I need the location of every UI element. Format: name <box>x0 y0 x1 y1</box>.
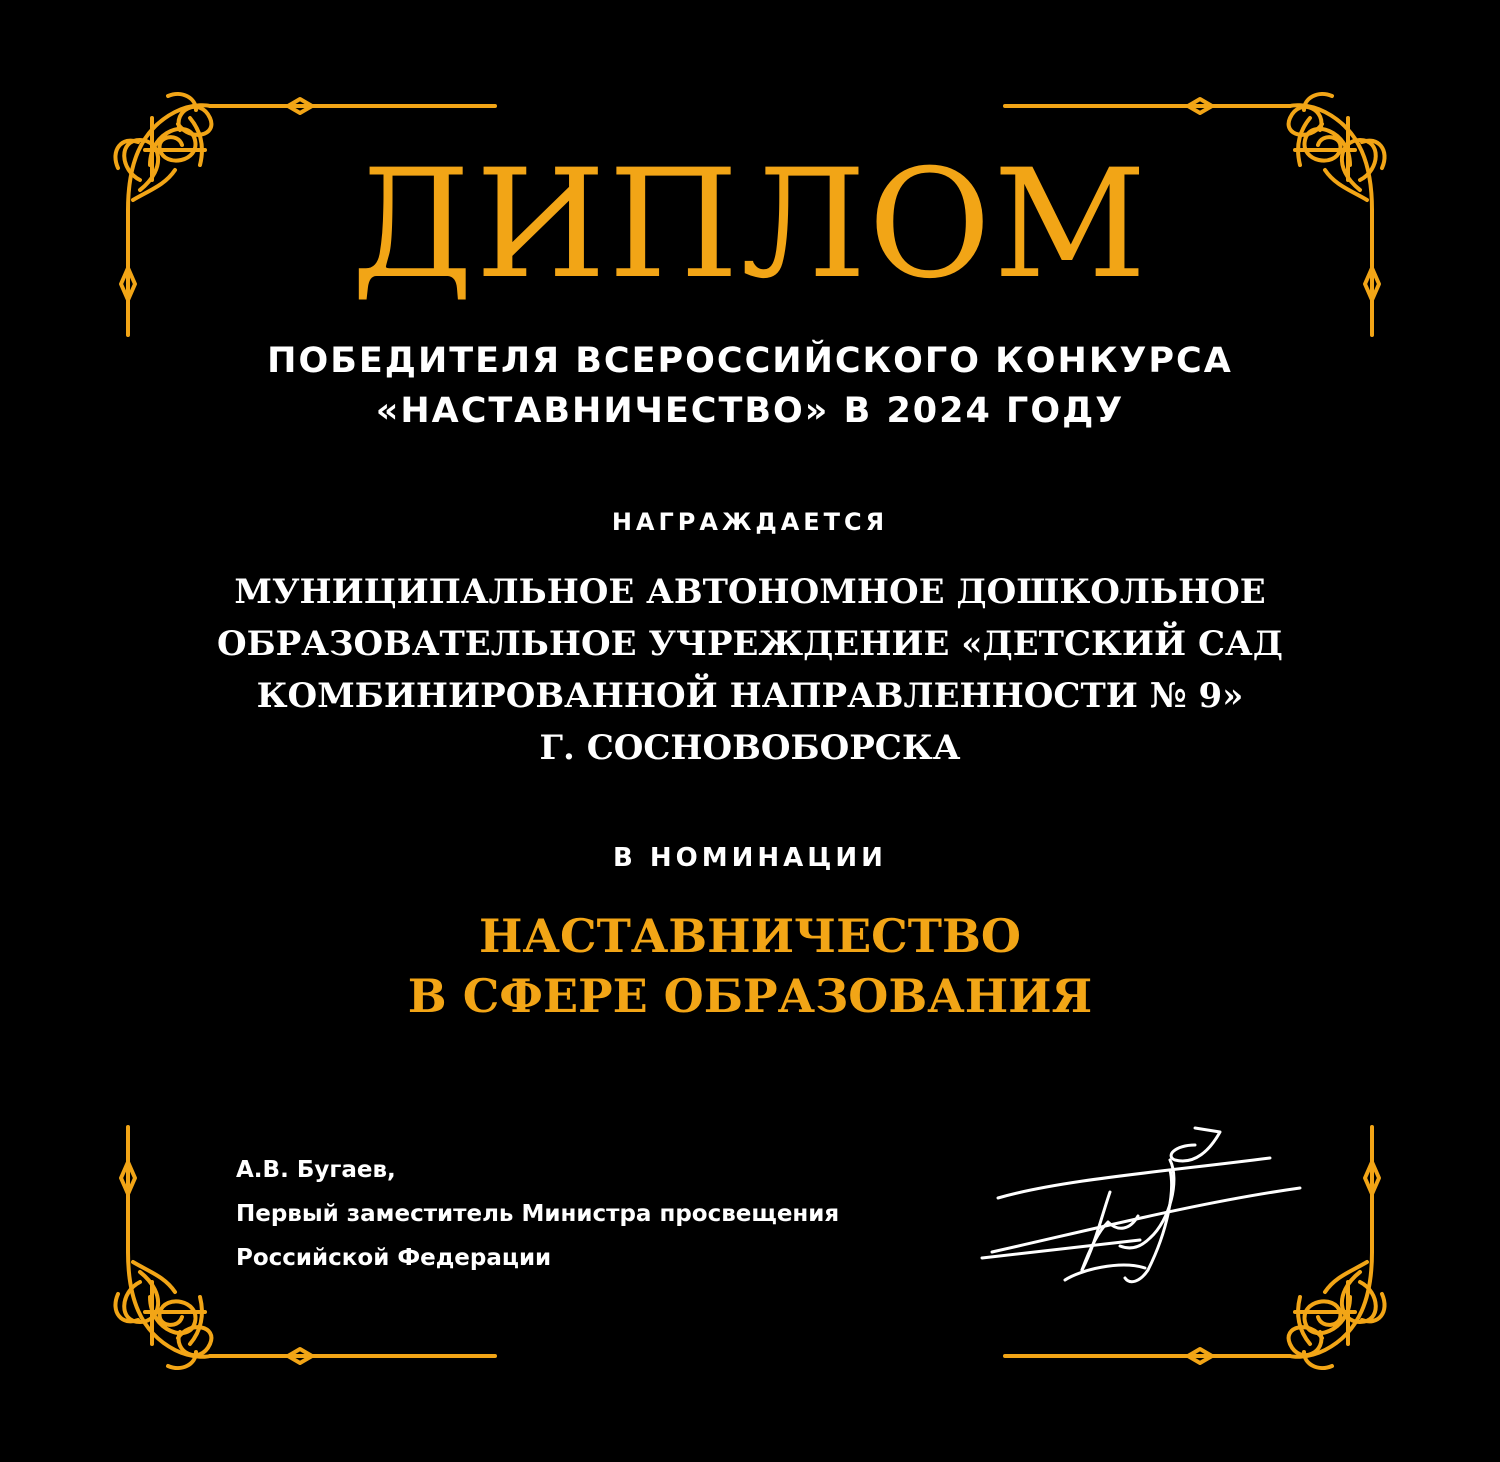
handwritten-signature-icon <box>970 1120 1320 1300</box>
recipient-line: Г. СОСНОВОБОРСКА <box>539 728 961 768</box>
recipient-line: ОБРАЗОВАТЕЛЬНОЕ УЧРЕЖДЕНИЕ «ДЕТСКИЙ САД <box>217 624 1283 664</box>
diploma-title: ДИПЛОМ <box>351 138 1149 312</box>
recipient-name <box>0 566 1500 774</box>
subtitle-line: ПОБЕДИТЕЛЯ ВСЕРОССИЙСКОГО КОНКУРСА <box>267 341 1233 381</box>
signer-name: А.В. Бугаев, <box>236 1157 396 1183</box>
subtitle-line: «НАСТАВНИЧЕСТВО» В 2024 ГОДУ <box>375 391 1125 431</box>
signer-block <box>236 1148 956 1280</box>
awarded-label: НАГРАЖДАЕТСЯ <box>611 508 889 536</box>
nomination-line: В СФЕРЕ ОБРАЗОВАНИЯ <box>407 969 1093 1023</box>
nomination-line: НАСТАВНИЧЕСТВО <box>479 909 1021 963</box>
nomination-label: В НОМИНАЦИИ <box>613 843 887 873</box>
nomination-title <box>0 906 1500 1026</box>
recipient-line: МУНИЦИПАЛЬНОЕ АВТОНОМНОЕ ДОШКОЛЬНОЕ <box>234 572 1266 612</box>
diploma-subtitle <box>0 336 1500 436</box>
signer-position: Первый заместитель Министра просвещения <box>236 1201 840 1227</box>
recipient-line: КОМБИНИРОВАННОЙ НАПРАВЛЕННОСТИ № 9» <box>256 676 1244 716</box>
signer-organization: Российской Федерации <box>236 1245 552 1271</box>
